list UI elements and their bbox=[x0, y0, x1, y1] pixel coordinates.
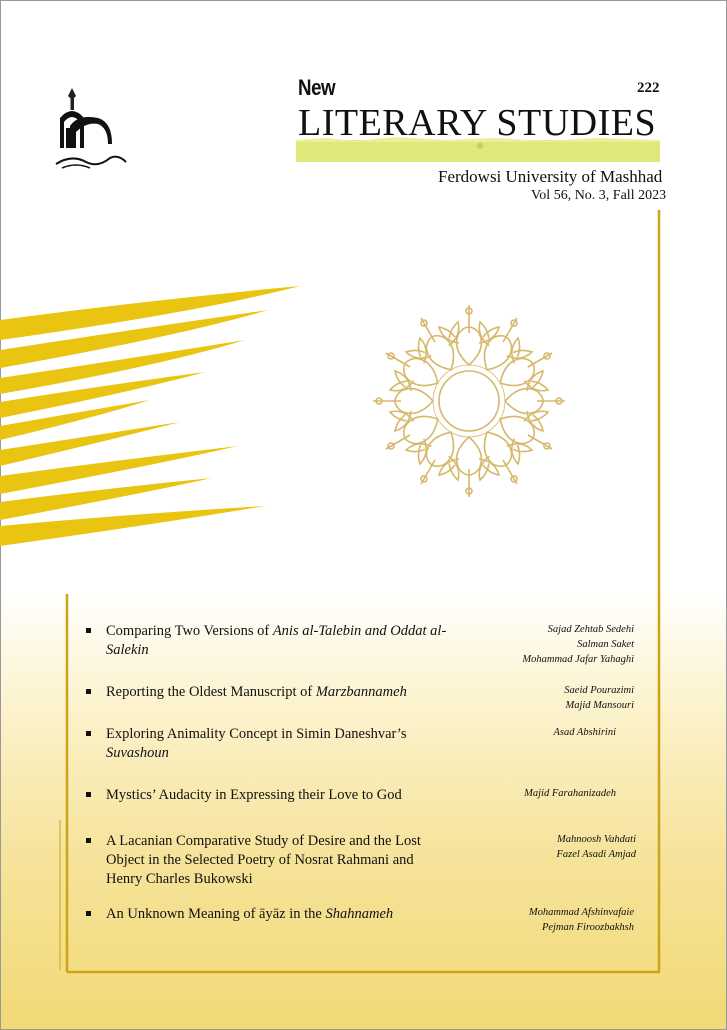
article-title-italic: Anis al-Talebin and Oddat al-Salekin bbox=[106, 623, 447, 658]
article-title[interactable] bbox=[106, 832, 436, 889]
journal-title: LITERARY STUDIES bbox=[298, 102, 657, 144]
article-authors bbox=[556, 832, 636, 862]
article-title-text: Mystics’ Audacity in Expressing their Love to God bbox=[106, 787, 402, 803]
article-title[interactable] bbox=[106, 905, 436, 924]
article-title[interactable] bbox=[106, 725, 426, 763]
article-authors bbox=[564, 683, 634, 713]
author: Majid Farahanizadeh bbox=[524, 788, 616, 799]
article-title[interactable] bbox=[106, 786, 436, 805]
article-title[interactable] bbox=[106, 683, 451, 702]
author: Mohammad Jafar Yahaghi bbox=[522, 654, 634, 665]
article-title-text: A Lacanian Comparative Study of Desire and the Lost Object in the Selected Poetry of Nosrat Rahmani and Henry Charles Bukowski bbox=[106, 833, 421, 887]
article-title-italic: Shahnameh bbox=[325, 906, 394, 922]
author: Saeid Pourazimi bbox=[564, 685, 634, 696]
article-authors bbox=[524, 786, 616, 801]
author: Fazel Asadi Amjad bbox=[556, 849, 636, 860]
bullet bbox=[86, 911, 91, 916]
bullet bbox=[86, 731, 91, 736]
article-title-text: Exploring Animality Concept in Simin Daneshvar’s bbox=[106, 726, 407, 742]
issue-number: 222 bbox=[637, 80, 660, 96]
author: Salman Saket bbox=[577, 639, 634, 650]
bullet bbox=[86, 689, 91, 694]
article-title-italic: Marzbannameh bbox=[315, 684, 407, 700]
author: Mohammad Afshinvafaie bbox=[528, 907, 634, 918]
article-title[interactable] bbox=[106, 622, 451, 660]
article-title-italic: Suvashoun bbox=[106, 745, 169, 761]
volume-info: Vol 56, No. 3, Fall 2023 bbox=[531, 188, 667, 203]
bullet bbox=[86, 792, 91, 797]
article-authors bbox=[553, 725, 616, 740]
article-title-text: Comparing Two Versions of bbox=[106, 623, 273, 639]
author: Pejman Firoozbakhsh bbox=[541, 922, 634, 933]
author: Sajad Zehtab Sedehi bbox=[547, 624, 634, 635]
bullet bbox=[86, 838, 91, 843]
bullet bbox=[86, 628, 91, 633]
article-title-text: Reporting the Oldest Manuscript of bbox=[106, 684, 316, 700]
author: Majid Mansouri bbox=[565, 700, 634, 711]
article-authors bbox=[522, 622, 634, 667]
author: Asad Abshirini bbox=[553, 727, 616, 738]
article-title-text: An Unknown Meaning of āyāz in the bbox=[106, 906, 326, 922]
author: Mahnoosh Vahdati bbox=[556, 834, 636, 845]
publisher-name: Ferdowsi University of Mashhad bbox=[438, 167, 663, 186]
article-authors bbox=[529, 905, 634, 935]
title-prefix: New bbox=[298, 75, 336, 100]
